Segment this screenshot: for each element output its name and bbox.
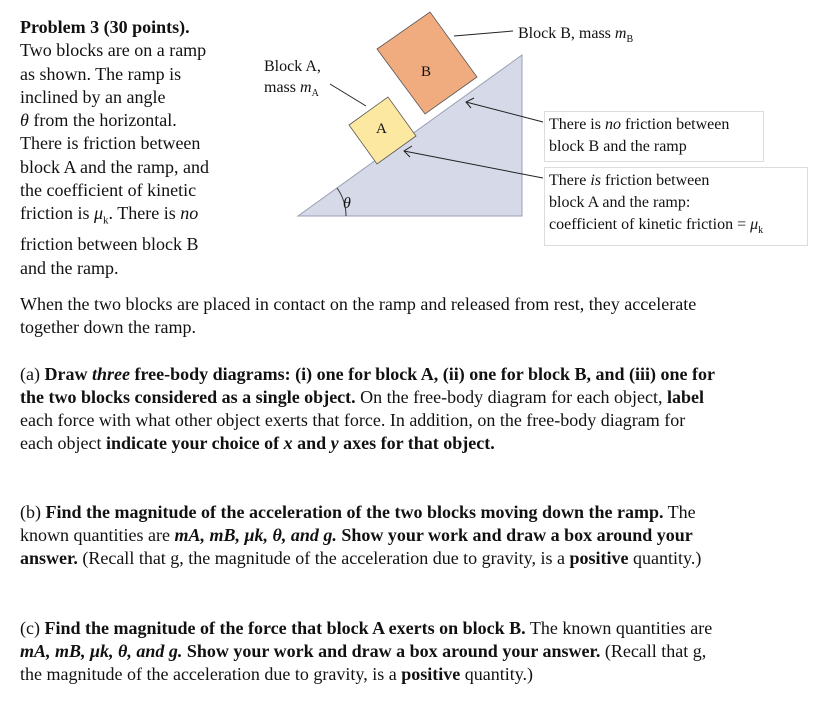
theta-symbol: θ <box>20 110 29 131</box>
block-a-label: Block A, mass $m_A$ <box>264 58 321 100</box>
block-a-letter: A <box>376 121 387 137</box>
intro-line: block A and the ramp, and <box>20 156 209 177</box>
block-b-leader <box>454 31 513 36</box>
intro-line: and the ramp. <box>20 257 119 278</box>
intro-line: as shown. The ramp is <box>20 63 182 84</box>
intro-line: Two blocks are on a ramp <box>20 40 207 61</box>
block-b-label: Block B, mass $m_B$ <box>518 25 634 46</box>
release-paragraph: When the two blocks are placed in contact on the ramp and released from rest, they accelerate together down the ramp. <box>20 294 697 337</box>
intro-line: There is friction between <box>20 133 201 154</box>
intro-line: friction is $\mu_k$. There is no <box>20 203 199 227</box>
no-friction-note: There is no friction between block B and the ramp <box>544 111 764 162</box>
block-b-letter: B <box>421 64 432 80</box>
intro-line: θ from the horizontal. <box>20 110 177 131</box>
block-a-leader <box>330 84 366 106</box>
part-b: (b) Find the magnitude of the acceleration of the two blocks moving down the ramp. The known quantities are mA, mB, μk, θ, and g. Show your work and draw a box around your answer. (Recall that g, the magnitude of the acceleration due to gravity, is a positive quantity.) <box>20 502 702 568</box>
intro-line: the coefficient of kinetic <box>20 180 197 201</box>
part-c: (c) Find the magnitude of the force that block A exerts on block B. The known quantities are mA, mB, μk, θ, and g. Show your work and draw a box around your answer. (Recall that g, the magnitude of the acceleration due to gravity, is a positive quantity.) <box>20 618 713 684</box>
intro-line: inclined by an angle <box>20 86 166 107</box>
part-a: (a) Draw three free-body diagrams: (i) one for block A, (ii) one for block B, and (iii) one for the two blocks considered as a single object. On the free-body diagram for each object, label each force with what other object exerts that force. In addition, on the free-body diagram for each object indicate your choice of x and y axes for that object. <box>20 364 715 453</box>
problem-title: Problem 3 (30 points). <box>20 17 190 37</box>
angle-label: θ <box>343 195 351 212</box>
intro-line: friction between block B <box>20 234 199 255</box>
mu-symbol: μ <box>94 203 104 224</box>
friction-note: There is friction between block A and the ramp: coefficient of kinetic friction = $\mu_k$ <box>544 167 808 246</box>
